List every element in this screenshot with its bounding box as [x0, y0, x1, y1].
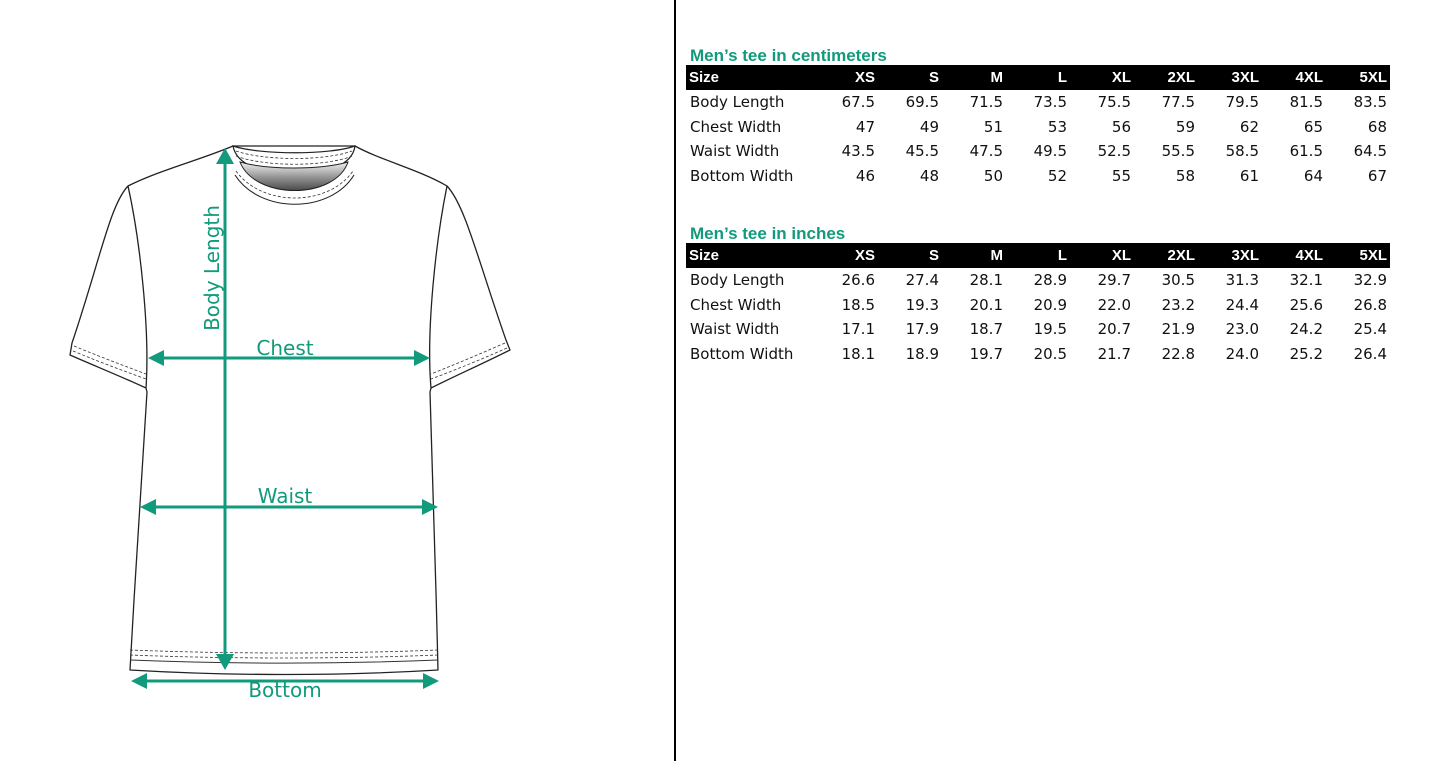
table-cell: 17.1	[841, 320, 875, 339]
column-header: XL	[1070, 65, 1134, 90]
table-cell: 20.5	[1033, 344, 1067, 363]
table-cell: 47.5	[969, 142, 1003, 161]
table-row	[686, 342, 1390, 367]
table-cell: 61	[1239, 166, 1259, 185]
table-cell: 50	[983, 166, 1003, 185]
table-cell: 65	[1303, 117, 1323, 136]
table-cell: 62	[1239, 117, 1259, 136]
size-table	[686, 65, 1390, 188]
table-cell: 26.4	[1353, 344, 1387, 363]
row-label: Waist Width	[690, 320, 780, 339]
vertical-divider	[674, 0, 676, 761]
table-cell: 59	[1175, 117, 1195, 136]
table-cell: 24.0	[1225, 344, 1259, 363]
tshirt-outline	[70, 146, 510, 675]
table-cell: 28.1	[969, 271, 1003, 290]
table-cell: 51	[983, 117, 1003, 136]
table-cell: 48	[919, 166, 939, 185]
row-label: Chest Width	[690, 117, 782, 136]
table-cell: 27.4	[905, 271, 939, 290]
row-label: Bottom Width	[690, 166, 794, 185]
table-cell: 49.5	[1033, 142, 1067, 161]
table-cell: 79.5	[1225, 93, 1259, 112]
column-header: L	[1006, 65, 1070, 90]
table-cell: 55.5	[1161, 142, 1195, 161]
table-cell: 43.5	[841, 142, 875, 161]
bottom-label: Bottom	[248, 678, 322, 702]
tshirt-diagram-panel	[0, 0, 674, 761]
table-cell: 23.0	[1225, 320, 1259, 339]
waist-label: Waist	[257, 484, 313, 508]
row-label: Bottom Width	[690, 344, 794, 363]
table-cell: 19.7	[969, 344, 1003, 363]
column-header: 2XL	[1134, 243, 1198, 268]
table-header-row	[686, 243, 1390, 268]
table-cell: 81.5	[1289, 93, 1323, 112]
column-header: 4XL	[1262, 65, 1326, 90]
table-cell: 25.2	[1289, 344, 1323, 363]
table-row	[686, 317, 1390, 342]
table-cell: 83.5	[1353, 93, 1387, 112]
table-cell: 67.5	[841, 93, 875, 112]
table-cell: 47	[855, 117, 875, 136]
row-label: Body Length	[690, 271, 785, 290]
table-cell: 64.5	[1353, 142, 1387, 161]
column-header: S	[878, 243, 942, 268]
column-header: 5XL	[1326, 243, 1390, 268]
table-cell: 19.5	[1033, 320, 1067, 339]
table-row	[686, 164, 1390, 189]
table-cell: 23.2	[1161, 295, 1195, 314]
row-label: Body Length	[690, 93, 785, 112]
table-cell: 22.8	[1161, 344, 1195, 363]
column-header: XS	[814, 65, 878, 90]
column-header: 3XL	[1198, 65, 1262, 90]
column-header: M	[942, 65, 1006, 90]
table-cell: 18.5	[841, 295, 875, 314]
table-cell: 68	[1367, 117, 1387, 136]
table-cell: 32.9	[1353, 271, 1387, 290]
table-cell: 67	[1367, 166, 1387, 185]
row-label: Waist Width	[690, 142, 780, 161]
table-cell: 52	[1047, 166, 1067, 185]
column-header: XL	[1070, 243, 1134, 268]
table-cell: 58	[1175, 166, 1195, 185]
chest-label: Chest	[256, 336, 314, 360]
size-table	[686, 243, 1390, 366]
table-cell: 26.8	[1353, 295, 1387, 314]
table-cell: 61.5	[1289, 142, 1323, 161]
table-cell: 25.6	[1289, 295, 1323, 314]
table-cell: 29.7	[1097, 271, 1131, 290]
size-chart-centimeters	[686, 46, 1390, 188]
table-cell: 24.2	[1289, 320, 1323, 339]
table-cell: 75.5	[1097, 93, 1131, 112]
tshirt-diagram	[0, 0, 674, 761]
table-cell: 53	[1047, 117, 1067, 136]
body-length-label: Body Length	[200, 205, 224, 331]
table-cell: 25.4	[1353, 320, 1387, 339]
table-cell: 18.1	[841, 344, 875, 363]
table-cell: 17.9	[905, 320, 939, 339]
column-header: Size	[686, 243, 814, 268]
table-cell: 64	[1303, 166, 1323, 185]
table-cell: 49	[919, 117, 939, 136]
column-header: 3XL	[1198, 243, 1262, 268]
table-cell: 20.9	[1033, 295, 1067, 314]
table-row	[686, 90, 1390, 115]
table-cell: 20.1	[969, 295, 1003, 314]
column-header: L	[1006, 243, 1070, 268]
table-cell: 20.7	[1097, 320, 1131, 339]
table-row	[686, 139, 1390, 164]
table-cell: 45.5	[905, 142, 939, 161]
table-cell: 21.9	[1161, 320, 1195, 339]
table-cell: 31.3	[1225, 271, 1259, 290]
table-cell: 18.7	[969, 320, 1003, 339]
column-header: 5XL	[1326, 65, 1390, 90]
table-cell: 46	[855, 166, 875, 185]
table-cell: 77.5	[1161, 93, 1195, 112]
table-cell: 28.9	[1033, 271, 1067, 290]
column-header: S	[878, 65, 942, 90]
table-cell: 26.6	[841, 271, 875, 290]
table-title: Men’s tee in inches	[690, 224, 846, 243]
table-cell: 58.5	[1225, 142, 1259, 161]
table-cell: 24.4	[1225, 295, 1259, 314]
table-cell: 71.5	[969, 93, 1003, 112]
table-cell: 73.5	[1033, 93, 1067, 112]
column-header: M	[942, 243, 1006, 268]
table-cell: 19.3	[905, 295, 939, 314]
table-title: Men’s tee in centimeters	[690, 46, 887, 65]
table-row	[686, 293, 1390, 318]
table-row	[686, 115, 1390, 140]
size-chart-inches	[686, 224, 1390, 366]
row-label: Chest Width	[690, 295, 782, 314]
table-cell: 32.1	[1289, 271, 1323, 290]
column-header: Size	[686, 65, 814, 90]
column-header: 2XL	[1134, 65, 1198, 90]
table-cell: 21.7	[1097, 344, 1131, 363]
column-header: XS	[814, 243, 878, 268]
table-cell: 52.5	[1097, 142, 1131, 161]
table-cell: 18.9	[905, 344, 939, 363]
table-cell: 30.5	[1161, 271, 1195, 290]
table-cell: 22.0	[1097, 295, 1131, 314]
table-row	[686, 268, 1390, 293]
table-header-row	[686, 65, 1390, 90]
column-header: 4XL	[1262, 243, 1326, 268]
table-cell: 69.5	[905, 93, 939, 112]
table-cell: 56	[1111, 117, 1131, 136]
table-cell: 55	[1111, 166, 1131, 185]
